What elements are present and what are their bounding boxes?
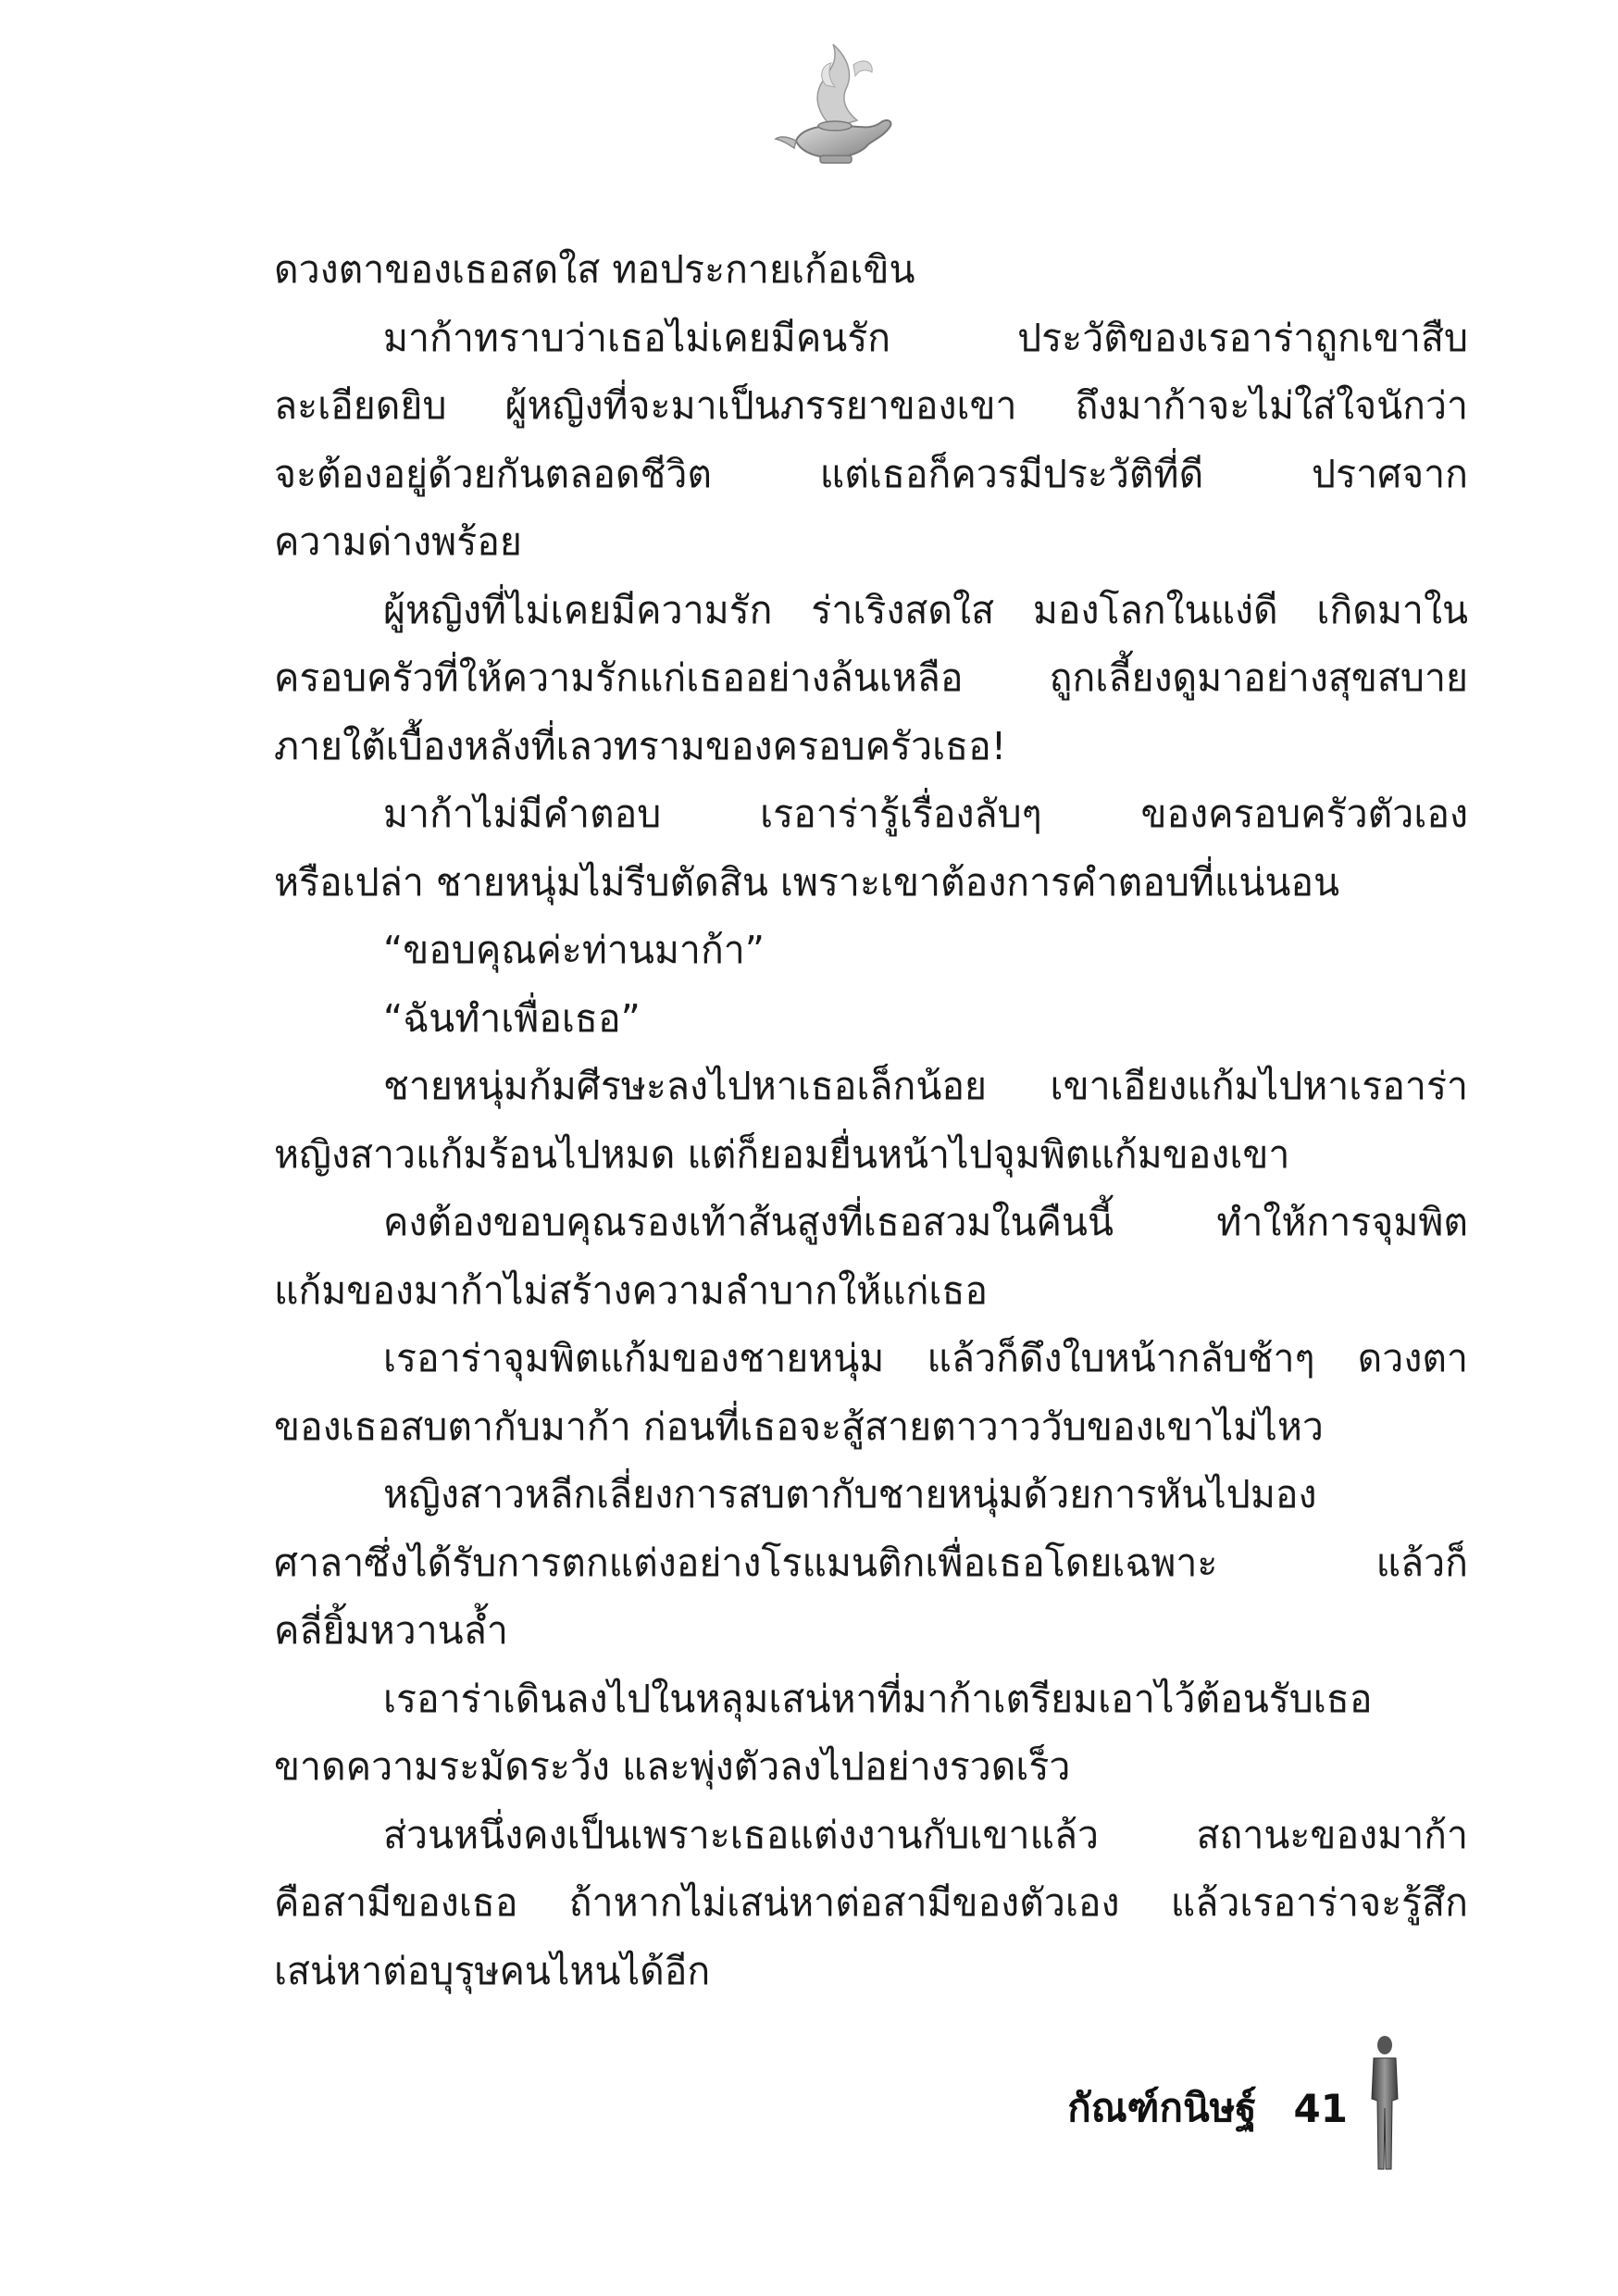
text-line: คลี่ยิ้มหวานล้ำ (274, 1608, 508, 1653)
text-line: ครอบครัวที่ให้ความรักแก่เธออย่างล้นเหลือ ถูกเลี้ยงดูมาอย่างสุขสบาย (274, 655, 1468, 700)
text-line: เสน่หาต่อบุรุษคนไหนได้อีก (274, 1948, 711, 1993)
text-line: ผู้หญิงที่ไม่เคยมีความรัก ร่าเริงสดใส มองโลกในแง่ดี เกิดมาใน (383, 587, 1468, 632)
text-line: ศาลาซึ่งได้รับการตกแต่งอย่างโรแมนติกเพื่อเธอโดยเฉพาะ แล้วก็ (274, 1540, 1468, 1585)
text-line: มาก้าทราบว่าเธอไม่เคยมีคนรัก ประวัติของเรอาร่าถูกเขาสืบ (383, 315, 1468, 360)
text-line: แก้มของมาก้าไม่สร้างความลำบากให้แก่เธอ (274, 1267, 989, 1313)
text-line: มาก้าไม่มีคำตอบ เรอาร่ารู้เรื่องลับๆ ของครอบครัวตัวเอง (383, 792, 1468, 836)
text-line: “ขอบคุณค่ะท่านมาก้า” (383, 928, 765, 972)
story-text (274, 236, 1468, 2005)
text-line: หรือเปล่า ชายหนุ่มไม่รีบตัดสิน เพราะเขาต้องการคำตอบที่แน่นอน (274, 859, 1340, 905)
text-line: เรอาร่าจุมพิตแก้มของชายหนุ่ม แล้วก็ดึงใบหน้ากลับช้าๆ ดวงตา (383, 1336, 1468, 1380)
text-line: ส่วนหนึ่งคงเป็นเพราะเธอแต่งงานกับเขาแล้ว สถานะของมาก้า (383, 1812, 1468, 1857)
standing-figure-icon (1366, 2034, 1403, 2173)
book-title: กัณฑ์กนิษฐ์ (1067, 2085, 1257, 2130)
text-line: หญิงสาวหลีกเลี่ยงการสบตากับชายหนุ่มด้วยการหันไปมอง (383, 1472, 1317, 1516)
text-line: หญิงสาวแก้มร้อนไปหมด แต่ก็ยอมยื่นหน้าไปจุมพิตแก้มของเขา (274, 1131, 1290, 1177)
text-line: ภายใต้เบื้องหลังที่เลวทรามของครอบครัวเธอ! (274, 723, 1007, 768)
text-line: เรอาร่าเดินลงไปในหลุมเสน่หาที่มาก้าเตรียมเอาไว้ต้อนรับเธอ (383, 1676, 1373, 1721)
text-line: ละเอียดยิบ ผู้หญิงที่จะมาเป็นภรรยาของเขา ถึงมาก้าจะไม่ใส่ใจนักว่า (274, 383, 1468, 428)
text-line: ขาดความระมัดระวัง และพุ่งตัวลงไปอย่างรวดเร็ว (274, 1744, 1071, 1789)
page-number: 41 (1293, 2085, 1348, 2131)
text-line: “ฉันทำเพื่อเธอ” (383, 995, 641, 1041)
text-line: ชายหนุ่มก้มศีรษะลงไปหาเธอเล็กน้อย เขาเอียงแก้มไปหาเรอาร่า (383, 1064, 1468, 1108)
text-line: จะต้องอยู่ด้วยกันตลอดชีวิต แต่เธอก็ควรมีประวัติที่ดี ปราศจาก (274, 451, 1468, 496)
text-line: คือสามีของเธอ ถ้าหากไม่เสน่หาต่อสามีของตัวเอง แล้วเรอาร่าจะรู้สึก (274, 1880, 1468, 1925)
page-footer (1067, 2066, 1403, 2150)
text-line: คงต้องขอบคุณรองเท้าส้นสูงที่เธอสวมในคืนนี้ ทำให้การจุมพิต (383, 1200, 1468, 1244)
text-line: ความด่างพร้อย (274, 519, 522, 564)
text-line: ของเธอสบตากับมาก้า ก่อนที่เธอจะสู้สายตาวาววับของเขาไม่ไหว (274, 1404, 1324, 1449)
lamp-genie-ornament-icon (768, 37, 907, 176)
text-line: ดวงตาของเธอสดใส ทอประกายเก้อเขิน (274, 247, 915, 292)
